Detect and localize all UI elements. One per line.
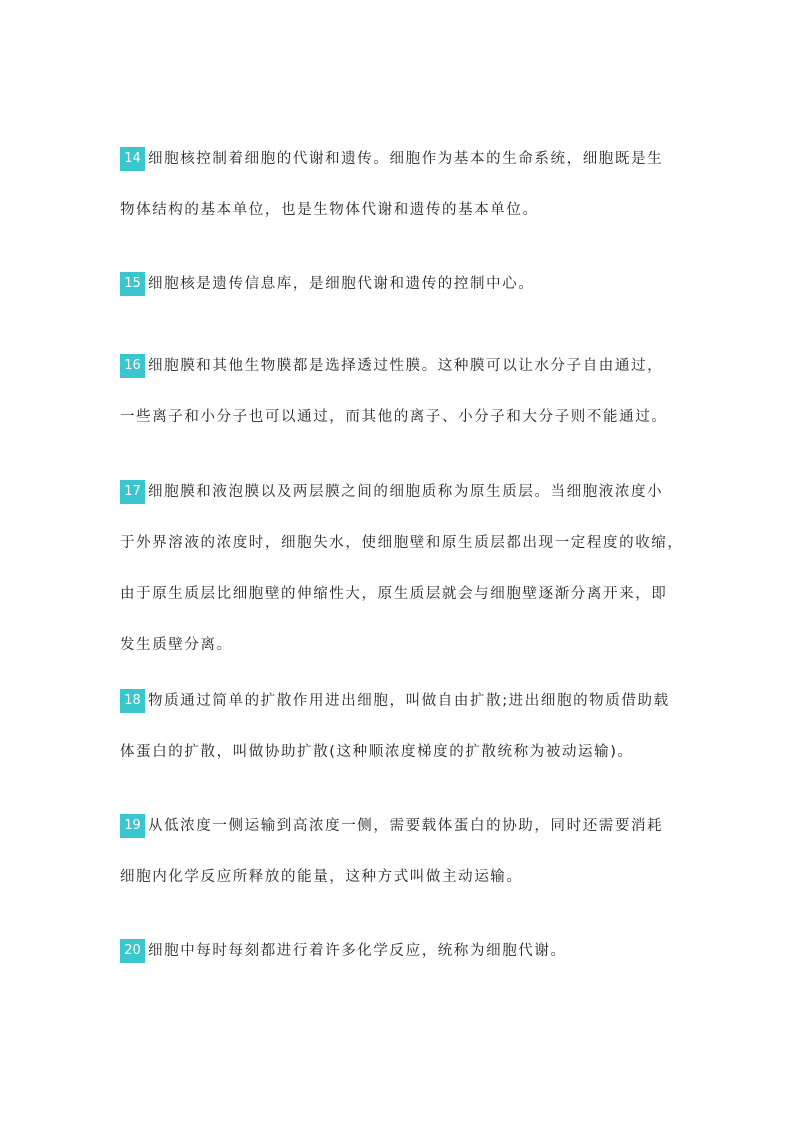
item-number-badge: 20 [120, 939, 145, 963]
paragraph-line [120, 676, 685, 727]
item-number-badge: 17 [120, 480, 145, 504]
paragraph-text: 细胞膜和其他生物膜都是选择透过性膜。这种膜可以让水分子自由通过， [148, 358, 664, 374]
paragraph-text: 细胞核控制着细胞的代谢和遗传。细胞作为基本的生命系统，细胞既是生 [148, 151, 664, 167]
paragraph-text: 细胞内化学反应所释放的能量，这种方式叫做主动运输。 [120, 869, 523, 885]
item-number-badge: 14 [120, 147, 145, 171]
item-number-badge: 15 [120, 272, 145, 296]
paragraph-line [120, 392, 685, 443]
paragraph-text: 细胞中每时每刻都进行着许多化学反应，统称为细胞代谢。 [148, 943, 567, 959]
paragraph-line [120, 926, 685, 977]
paragraph-16 [120, 341, 685, 443]
paragraph-14 [120, 134, 685, 236]
paragraph-17 [120, 467, 685, 671]
paragraph-18 [120, 676, 685, 778]
item-number-badge: 16 [120, 354, 145, 378]
paragraph-text: 物质通过简单的扩散作用进出细胞，叫做自由扩散;进出细胞的物质借助载 [148, 693, 670, 709]
paragraph-line [120, 341, 685, 392]
paragraph-line [120, 727, 685, 778]
item-number-badge: 19 [120, 814, 145, 838]
paragraph-line [120, 185, 685, 236]
paragraph-line [120, 801, 685, 852]
paragraph-text: 物体结构的基本单位，也是生物体代谢和遗传的基本单位。 [120, 202, 539, 218]
paragraph-text: 发生质壁分离。 [120, 637, 233, 653]
paragraph-text: 细胞核是遗传信息库，是细胞代谢和遗传的控制中心。 [148, 276, 535, 292]
paragraph-line [120, 259, 685, 310]
paragraph-text: 一些离子和小分子也可以通过，而其他的离子、小分子和大分子则不能通过。 [120, 409, 668, 425]
paragraph-text: 体蛋白的扩散，叫做协助扩散(这种顺浓度梯度的扩散统称为被动运输)。 [120, 744, 634, 760]
paragraph-text: 细胞膜和液泡膜以及两层膜之间的细胞质称为原生质层。当细胞液浓度小 [148, 484, 664, 500]
paragraph-19 [120, 801, 685, 903]
paragraph-line [120, 852, 685, 903]
paragraph-15 [120, 259, 685, 310]
paragraph-line [120, 569, 685, 620]
paragraph-line [120, 518, 685, 569]
paragraph-line [120, 620, 685, 671]
paragraph-line [120, 467, 685, 518]
paragraph-20 [120, 926, 685, 977]
paragraph-text: 于外界溶液的浓度时，细胞失水，使细胞壁和原生质层都出现一定程度的收缩， [120, 535, 684, 551]
paragraph-text: 从低浓度一侧运输到高浓度一侧，需要载体蛋白的协助，同时还需要消耗 [148, 818, 664, 834]
paragraph-text: 由于原生质层比细胞壁的伸缩性大，原生质层就会与细胞壁逐渐分离开来，即 [120, 586, 668, 602]
item-number-badge: 18 [120, 689, 145, 713]
paragraph-line [120, 134, 685, 185]
